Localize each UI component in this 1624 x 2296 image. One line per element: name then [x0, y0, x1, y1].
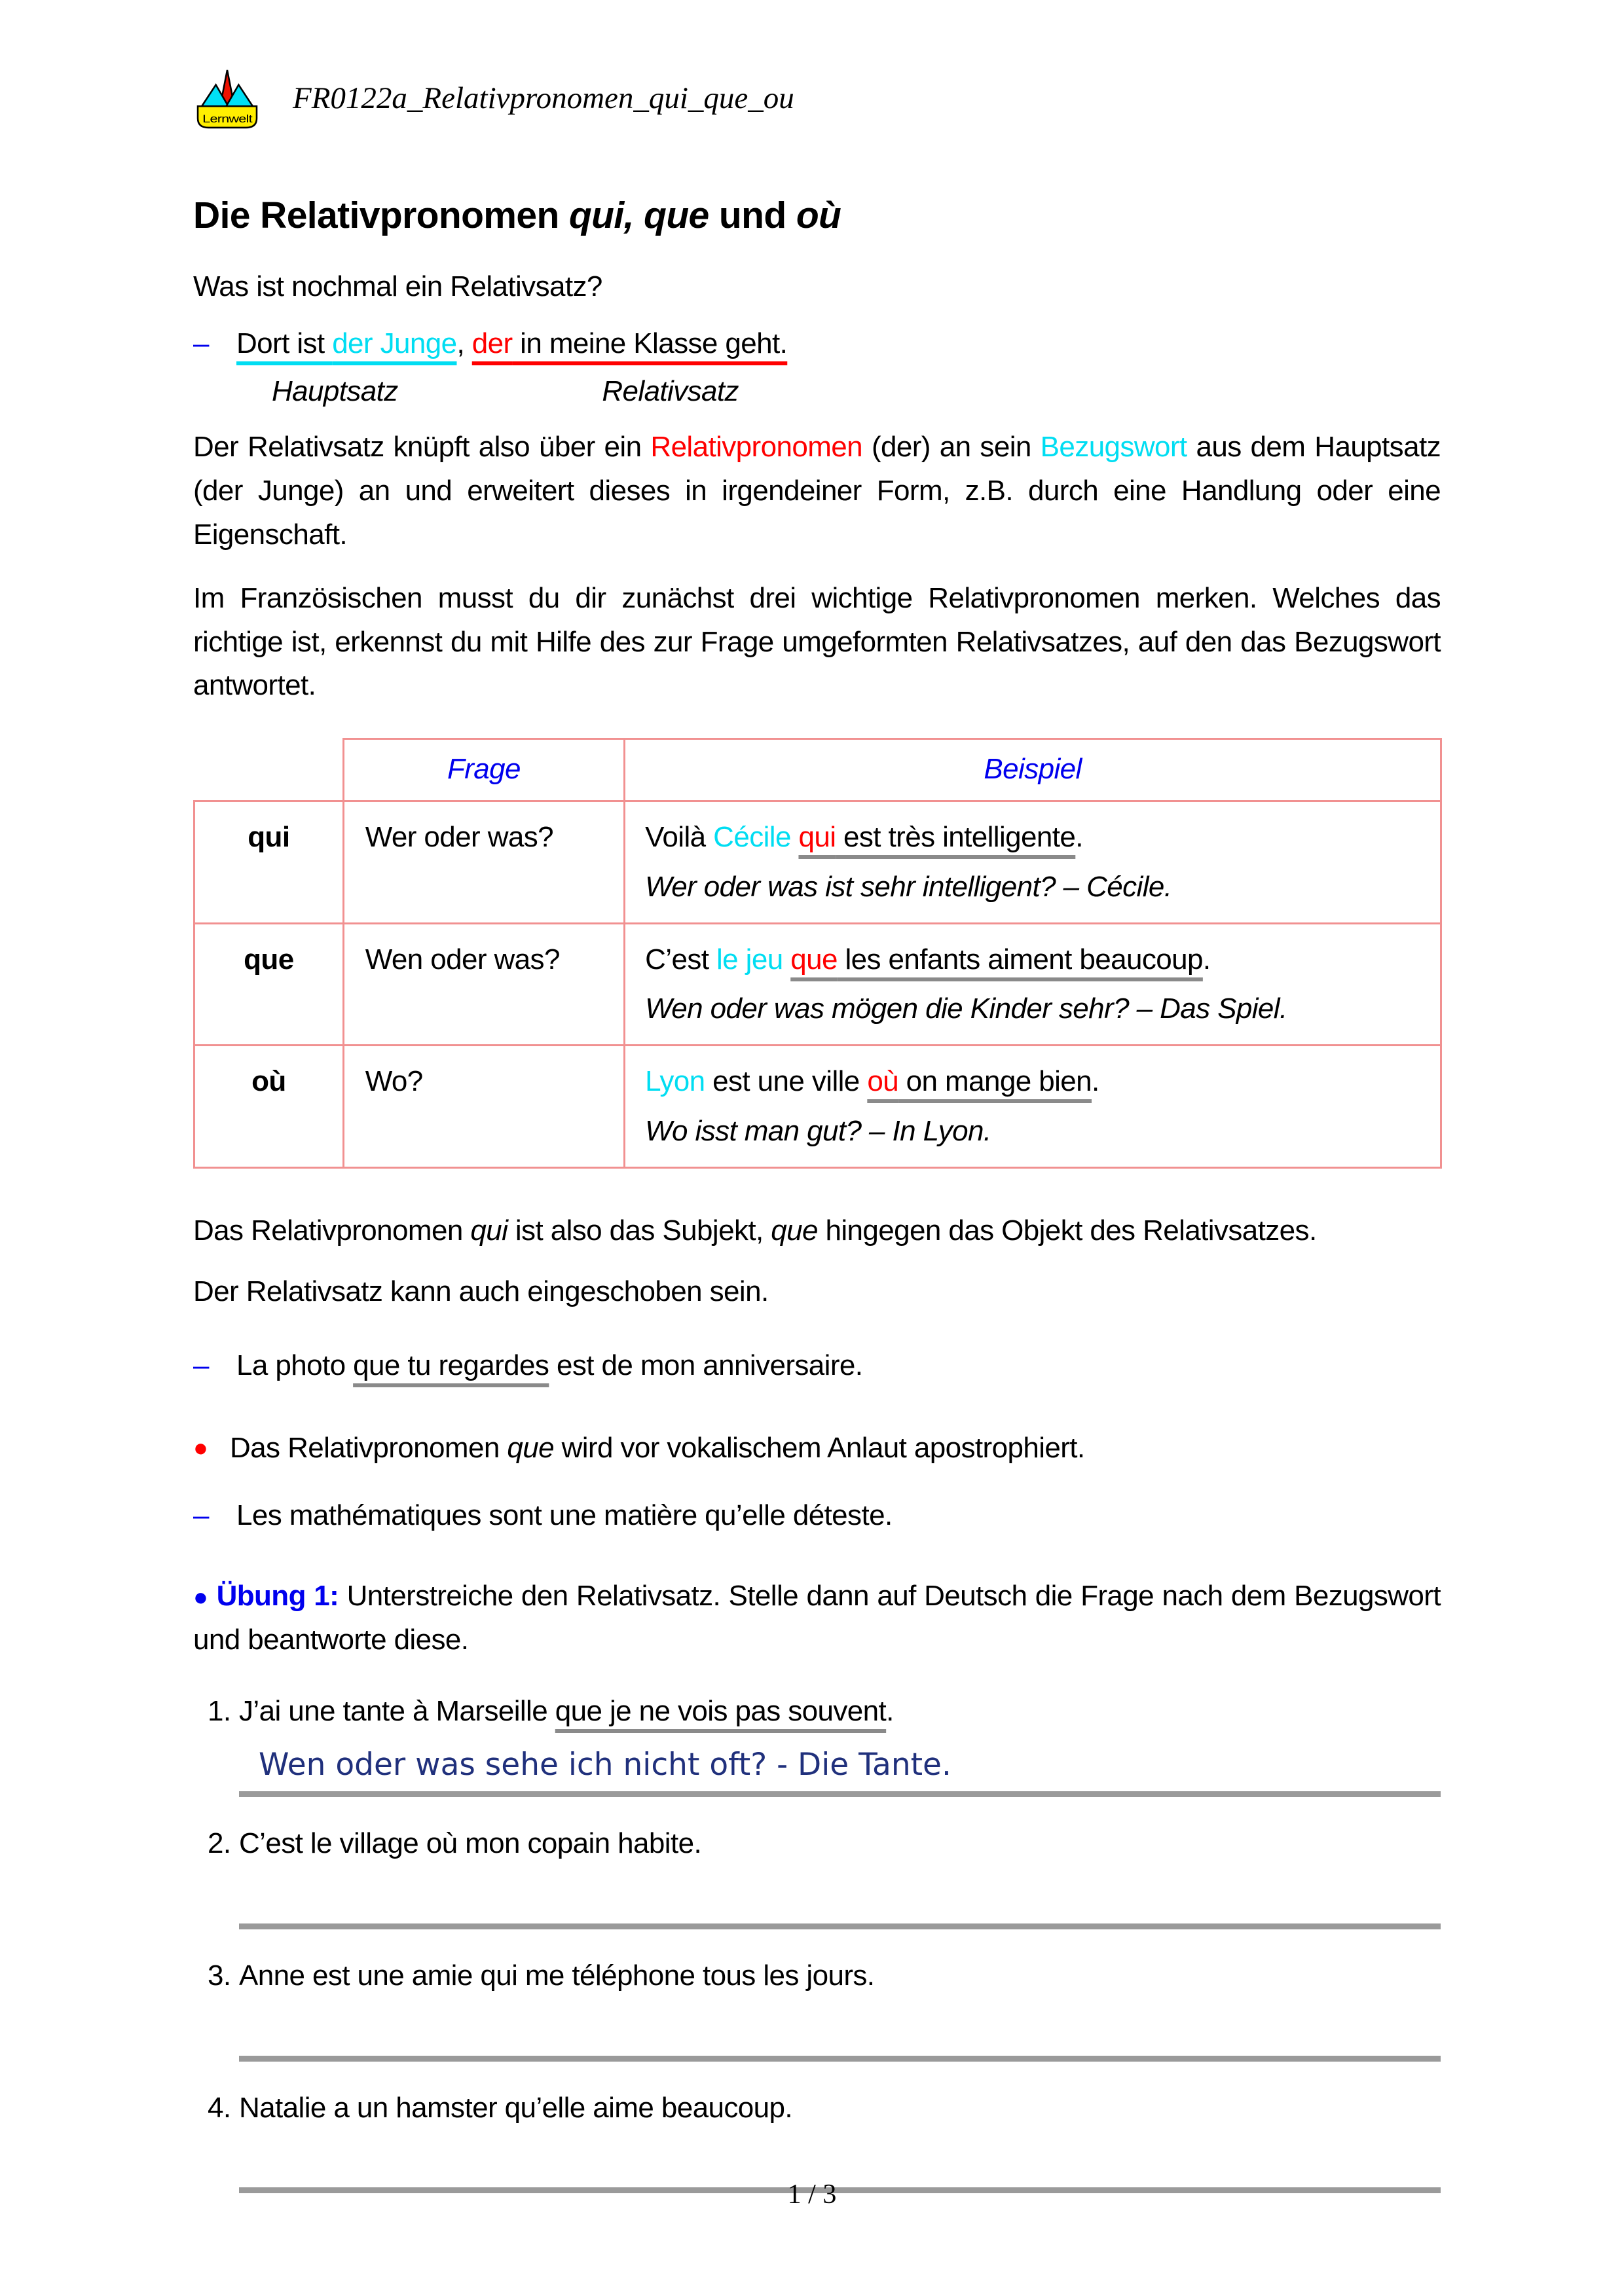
item-number: 1. [208, 1694, 231, 1727]
question-cell: Wer oder was? [343, 801, 624, 924]
label-relativsatz: Relativsatz [602, 375, 739, 408]
item-sentence: Natalie a un hamster qu’elle aime beaucoup. [239, 2091, 792, 2124]
item-number: 3. [208, 1959, 231, 1992]
example-sentence: Dort ist der Junge, der in meine Klasse geht. [236, 327, 788, 360]
example-translation: Wer oder was ist sehr intelligent? – Cécile. [645, 870, 1172, 903]
exercise-item-1 [193, 1690, 1441, 1734]
exercise-item-3 [193, 1954, 1441, 1998]
dash-marker: – [193, 327, 209, 360]
page-header [193, 69, 1441, 129]
example-sentence: C’est le jeu que les enfants aiment beaucoup. [645, 943, 1211, 975]
table-header-frage: Frage [343, 739, 624, 801]
example-sentence: Voilà Cécile qui est très intelligente. [645, 821, 1083, 854]
intro-question: Was ist nochmal ein Relativsatz? [193, 270, 602, 303]
paragraph-franzoesisch: Im Französischen musst du dir zunächst drei wichtige Relativpronomen merken. Welches das richtige ist, erkennst du mit Hilfe des zur Frage umgeformten Relativsatzes, auf den das Bezugswort antwortet. [193, 581, 1441, 702]
bullet-marker: ● [193, 1584, 209, 1612]
pronoun-cell: où [194, 1046, 344, 1168]
handwritten-answer: Wen oder was sehe ich nicht oft? - Die Tante. [259, 1747, 951, 1783]
pronoun-cell: que [194, 923, 344, 1046]
answer-line-2 [239, 1866, 1441, 1929]
item-sentence: C’est le village où mon copain habite. [239, 1827, 702, 1859]
table-row-ou [194, 1046, 1441, 1168]
item-number: 2. [208, 1827, 231, 1859]
document-filename: FR0122a_Relativpronomen_qui_que_ou [293, 81, 794, 116]
page-number: 1 / 3 [787, 2179, 837, 2210]
exercise-instruction: Übung 1: Unterstreiche den Relativsatz. Stelle dann auf Deutsch die Frage nach dem Bezugswort und beantworte diese. [193, 1580, 1441, 1656]
example-translation: Wo isst man gut? – In Lyon. [645, 1115, 991, 1148]
answer-line-1 [239, 1734, 1441, 1797]
label-hauptsatz: Hauptsatz [272, 375, 398, 408]
table-header-blank-cell [194, 739, 344, 801]
exercise-item-4 [193, 2086, 1441, 2130]
example-cell [625, 923, 1441, 1046]
item-sentence: J’ai une tante à Marseille que je ne vois pas souvent. [239, 1694, 894, 1727]
answer-line-3 [239, 1998, 1441, 2062]
example-sentence: Lyon est une ville où on mange bien. [645, 1065, 1099, 1098]
bullet-marker: ● [193, 1434, 208, 1463]
lernwelt-logo-icon [193, 69, 261, 129]
item-number: 4. [208, 2091, 231, 2124]
example-sentence-row [193, 322, 1441, 366]
exercise-item-2 [193, 1822, 1441, 1866]
table-header-beispiel: Beispiel [625, 739, 1441, 801]
paragraph-eingeschoben: Der Relativsatz kann auch eingeschoben sein. [193, 1275, 769, 1307]
note-apostrophe [193, 1427, 1441, 1470]
paragraph-relativpronomen: Der Relativsatz knüpft also über ein Relativpronomen (der) an sein Bezugswort aus dem Hauptsatz (der Junge) an und erweitert dieses in irgendeiner Form, z.B. durch eine Handlung oder eine Eigenschaft. [193, 431, 1441, 551]
note-mathematiques [193, 1494, 1441, 1538]
question-cell: Wo? [343, 1046, 624, 1168]
item-sentence: Anne est une amie qui me téléphone tous les jours. [239, 1959, 875, 1992]
table-row-qui [194, 801, 1441, 924]
paragraph-subjekt-objekt: Das Relativpronomen qui ist also das Subjekt, que hingegen das Objekt des Relativsatzes. [193, 1214, 1317, 1247]
note-text: Les mathématiques sont une matière qu’elle déteste. [236, 1499, 893, 1532]
table-row-que [194, 923, 1441, 1046]
page-title: Die Relativpronomen qui, que und où [193, 194, 841, 236]
example-cell [625, 801, 1441, 924]
exercise-heading [193, 1575, 1441, 1662]
note-text: La photo que tu regardes est de mon anniversaire. [236, 1349, 863, 1381]
example-cell [625, 1046, 1441, 1168]
question-cell: Wen oder was? [343, 923, 624, 1046]
pronoun-cell: qui [194, 801, 344, 924]
example-translation: Wen oder was mögen die Kinder sehr? – Das Spiel. [645, 993, 1287, 1025]
logo-label: Lernwelt [202, 113, 253, 125]
dash-marker: – [193, 1349, 209, 1381]
pronoun-table [193, 738, 1442, 1169]
note-la-photo [193, 1344, 1441, 1388]
table-header-row [194, 739, 1441, 801]
dash-marker: – [193, 1499, 209, 1532]
note-text: Das Relativpronomen que wird vor vokalischem Anlaut apostrophiert. [230, 1432, 1085, 1465]
clause-labels [193, 370, 1441, 414]
